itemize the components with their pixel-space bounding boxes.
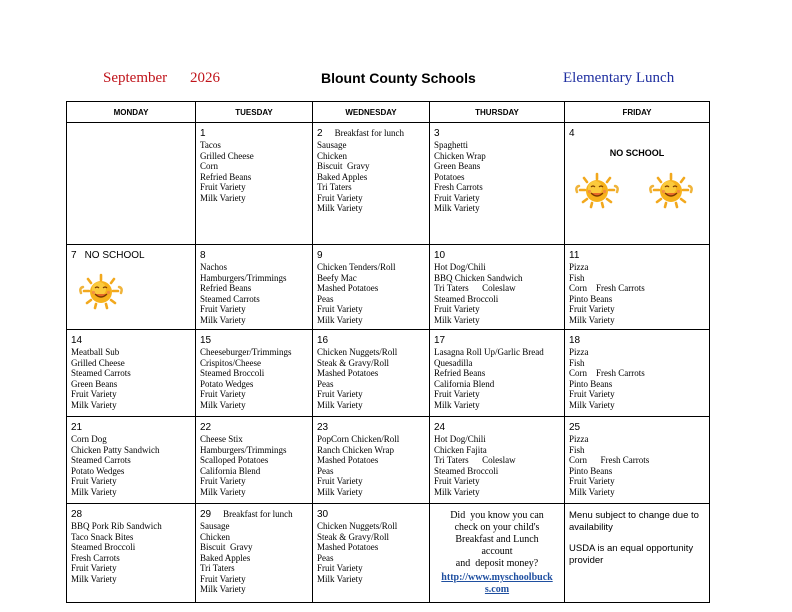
weekday-tuesday: TUESDAY	[196, 102, 313, 123]
day-number-text: 7	[71, 250, 77, 261]
menu-item: Hamburgers/Trimmings	[200, 444, 287, 455]
menu-item: Fruit Variety	[569, 476, 615, 486]
menu-item: Milk Variety	[569, 399, 615, 410]
menu-item: Fruit Variety	[434, 476, 480, 486]
menu-item: Ranch Chicken Wrap	[317, 444, 394, 455]
menu-list	[71, 347, 191, 410]
menu-item: Milk Variety	[317, 573, 363, 584]
day-number	[71, 334, 191, 347]
menu-item: Peas	[317, 552, 334, 563]
day-number	[71, 508, 191, 521]
day-number	[200, 508, 308, 521]
menu-item: Milk Variety	[317, 486, 363, 497]
menu-item: Fruit Variety	[71, 563, 117, 573]
menu-item: Fruit Variety	[71, 476, 117, 486]
menu-list	[569, 347, 705, 410]
menu-list	[200, 140, 308, 203]
menu-item: Chicken	[317, 150, 347, 161]
menu-item: Milk Variety	[317, 203, 363, 213]
menu-item: Milk Variety	[71, 573, 117, 584]
menu-item: Chicken Nuggets/Roll	[317, 347, 398, 357]
header-month: September	[103, 70, 168, 86]
header-subtitle: Elementary Lunch	[563, 70, 675, 86]
menu-item: Potatoes	[434, 171, 465, 182]
day-cell-tuesday	[196, 417, 313, 504]
menu-item: Taco Snack Bites	[71, 531, 134, 542]
menu-item: Chicken Fajita	[434, 444, 487, 455]
menu-item: Chicken	[200, 531, 230, 542]
menu-item: Peas	[317, 465, 334, 476]
day-cell-monday	[67, 245, 196, 330]
day-number-text: 30	[317, 509, 329, 520]
day-cell-monday	[67, 504, 196, 603]
menu-item: California Blend	[434, 378, 495, 389]
menu-list	[200, 521, 308, 595]
menu-item: Tri Taters	[200, 563, 235, 573]
menu-item: Tacos	[200, 140, 221, 150]
menu-item: Steamed Broccoli	[71, 542, 136, 552]
menu-list	[200, 434, 308, 497]
day-number-text: 28	[71, 509, 83, 520]
no-school-label: NO SCHOOL	[609, 148, 665, 158]
sun-icon	[649, 172, 693, 215]
menu-item: Fruit Variety	[200, 389, 246, 399]
day-number	[434, 334, 560, 347]
menu-item: Grilled Cheese	[200, 150, 254, 161]
menu-item: Chicken Wrap	[434, 150, 486, 161]
day-number-text: 3	[434, 128, 440, 139]
day-number-text: 14	[71, 335, 83, 346]
menu-item: Pinto Beans	[569, 293, 613, 304]
menu-item: Baked Apples	[317, 171, 368, 182]
day-number-text: 21	[71, 422, 83, 433]
menu-item: Pizza	[569, 262, 589, 272]
menu-item: Milk Variety	[200, 486, 246, 497]
weekday-header-row	[67, 102, 710, 123]
menu-item: BBQ Pork Rib Sandwich	[71, 521, 162, 531]
weekday-monday: MONDAY	[67, 102, 196, 123]
menu-item: Fruit Variety	[569, 389, 615, 399]
menu-notice	[565, 504, 709, 567]
day-cell-friday	[565, 417, 710, 504]
day-note: Breakfast for lunch	[334, 128, 405, 138]
menu-item: Milk Variety	[434, 314, 480, 325]
menu-item: Milk Variety	[200, 192, 246, 203]
menu-item: Tri Taters Coleslaw	[434, 455, 516, 465]
menu-list	[434, 347, 560, 410]
day-cell-tuesday	[196, 123, 313, 245]
menu-item: Pinto Beans	[569, 465, 613, 476]
day-number-text: 18	[569, 335, 581, 346]
info-line: and deposit money?	[455, 558, 539, 569]
menu-item: Chicken Tenders/Roll	[317, 262, 396, 272]
menu-item: Scalloped Potatoes	[200, 455, 269, 465]
info-line: Breakfast and Lunch	[455, 534, 539, 545]
menu-item: Milk Variety	[317, 314, 363, 325]
day-cell-wednesday	[313, 330, 430, 417]
day-cell-thursday	[430, 245, 565, 330]
menu-item: Spaghetti	[434, 140, 468, 150]
menu-item: California Blend	[200, 465, 261, 476]
day-number	[200, 127, 308, 140]
day-number	[200, 421, 308, 434]
day-cell-monday	[67, 123, 196, 245]
menu-item: Steamed Carrots	[71, 455, 131, 465]
day-cell-wednesday	[313, 245, 430, 330]
menu-item: Grilled Cheese	[71, 357, 125, 368]
day-cell-tuesday	[196, 330, 313, 417]
page-title: Blount County Schools	[321, 70, 476, 86]
menu-item: Mashed Potatoes	[317, 542, 379, 552]
menu-item: Fruit Variety	[434, 389, 480, 399]
menu-item: Fish	[569, 357, 585, 368]
menu-item: Fruit Variety	[317, 563, 363, 573]
day-number	[317, 127, 425, 140]
menu-item: Fruit Variety	[317, 389, 363, 399]
day-number	[200, 249, 308, 262]
day-number-text: 24	[434, 422, 446, 433]
menu-list	[434, 262, 560, 325]
menu-item: Meatball Sub	[71, 347, 120, 357]
menu-list	[569, 262, 705, 325]
menu-item: Mashed Potatoes	[317, 368, 379, 378]
day-number-text: 9	[317, 250, 323, 261]
menu-item: Tri Taters Coleslaw	[434, 283, 516, 293]
day-cell-monday	[67, 330, 196, 417]
day-number-text: 15	[200, 335, 212, 346]
menu-item: Corn Fresh Carrots	[569, 455, 650, 465]
day-number	[317, 249, 425, 262]
day-cell-monday	[67, 417, 196, 504]
menu-item: Steamed Carrots	[71, 368, 131, 378]
day-number	[317, 334, 425, 347]
usda-notice: USDA is an equal opportunity provider	[569, 543, 694, 566]
menu-item: Fresh Carrots	[71, 552, 120, 563]
menu-item: Lasagna Roll Up/Garlic Bread	[434, 347, 544, 357]
day-number	[71, 127, 191, 140]
menu-list	[569, 434, 705, 497]
menu-item: Fruit Variety	[569, 304, 615, 314]
menu-item: Beefy Mac	[317, 272, 357, 283]
day-number-text: 11	[569, 250, 580, 261]
menu-item: Milk Variety	[200, 399, 246, 410]
day-number	[434, 421, 560, 434]
menu-item: Fish	[569, 272, 585, 283]
menu-item: Fruit Variety	[434, 192, 480, 203]
menu-item: Potato Wedges	[200, 378, 254, 389]
info-line: account	[481, 546, 513, 557]
menu-item: Milk Variety	[434, 486, 480, 497]
menu-item: Milk Variety	[71, 399, 117, 410]
weekday-thursday: THURSDAY	[430, 102, 565, 123]
day-number	[569, 249, 705, 262]
weekday-friday: FRIDAY	[565, 102, 710, 123]
menu-list	[317, 262, 425, 325]
menu-item: Steak & Gravy/Roll	[317, 357, 389, 368]
menu-list	[317, 434, 425, 497]
weekday-wednesday: WEDNESDAY	[313, 102, 430, 123]
day-cell-friday	[565, 245, 710, 330]
menu-list	[317, 347, 425, 410]
menu-item: Fruit Variety	[317, 476, 363, 486]
day-number	[71, 421, 191, 434]
day-number	[569, 421, 705, 434]
day-cell-tuesday	[196, 504, 313, 603]
menu-list	[200, 262, 308, 325]
lunch-calendar	[66, 101, 710, 603]
menu-item: Cheeseburger/Trimmings	[200, 347, 292, 357]
day-number	[434, 127, 560, 140]
menu-item: Quesadilla	[434, 357, 473, 368]
day-note: Breakfast for lunch	[223, 509, 293, 519]
menu-list	[317, 140, 425, 214]
menu-item: Fruit Variety	[200, 182, 246, 192]
menu-item: Steamed Broccoli	[200, 368, 265, 378]
account-info	[430, 504, 564, 596]
sun-icon	[79, 273, 123, 316]
day-number-text: 8	[200, 250, 206, 261]
menu-item: Fruit Variety	[71, 389, 117, 399]
day-cell-thursday	[430, 123, 565, 245]
day-number-text: 22	[200, 422, 212, 433]
day-cell-thursday	[430, 330, 565, 417]
menu-list	[317, 521, 425, 584]
menu-list	[434, 140, 560, 214]
menu-item: Fruit Variety	[200, 304, 246, 314]
day-cell-friday	[565, 123, 710, 245]
day-cell-wednesday	[313, 504, 430, 603]
day-cell-friday	[565, 330, 710, 417]
day-number-text: 25	[569, 422, 581, 433]
menu-item: Steamed Broccoli	[434, 465, 499, 476]
week-row	[67, 245, 710, 330]
info-line: Did you know you can	[450, 510, 544, 521]
menu-item: Pizza	[569, 434, 589, 444]
menu-item: Steamed Carrots	[200, 293, 260, 304]
menu-item: Nachos	[200, 262, 227, 272]
menu-item: Green Beans	[71, 378, 118, 389]
menu-item: Mashed Potatoes	[317, 455, 379, 465]
week-row	[67, 123, 710, 245]
menu-item: Sausage	[200, 521, 230, 531]
menu-item: Baked Apples	[200, 552, 251, 563]
menu-item: Steak & Gravy/Roll	[317, 531, 389, 542]
myschoolbucks-link[interactable]: http://www.myschoolbucks.com	[441, 572, 553, 595]
no-school-label: NO SCHOOL	[84, 250, 145, 261]
menu-item: Tri Taters	[317, 182, 352, 192]
day-number-text: 2	[317, 128, 323, 139]
day-cell-thursday	[430, 417, 565, 504]
day-cell-wednesday	[313, 123, 430, 245]
day-number-text: 17	[434, 335, 446, 346]
menu-item: Corn	[200, 161, 218, 171]
menu-item: Fruit Variety	[317, 304, 363, 314]
day-number-text: 29	[200, 509, 212, 520]
menu-item: Refried Beans	[200, 283, 252, 293]
menu-item: Crispitos/Cheese	[200, 357, 261, 368]
menu-item: Milk Variety	[434, 203, 480, 213]
menu-item: Refried Beans	[200, 171, 252, 182]
day-number-text: 1	[200, 128, 206, 139]
day-number-text: 10	[434, 250, 446, 261]
menu-item: Milk Variety	[434, 399, 480, 410]
week-row	[67, 330, 710, 417]
menu-item: PopCorn Chicken/Roll	[317, 434, 400, 444]
menu-item: Cheese Stix	[200, 434, 243, 444]
menu-item: Sausage	[317, 140, 347, 150]
menu-item: Fresh Carrots	[434, 182, 483, 192]
day-number	[434, 249, 560, 262]
menu-item: Pinto Beans	[569, 378, 613, 389]
menu-item: Steamed Broccoli	[434, 293, 499, 304]
menu-item: Pizza	[569, 347, 589, 357]
notice-cell	[565, 504, 710, 603]
day-number-text: 16	[317, 335, 329, 346]
menu-item: Corn Fresh Carrots	[569, 368, 645, 378]
menu-item: Fish	[569, 444, 585, 455]
menu-item: Milk Variety	[200, 584, 246, 594]
menu-item: Hot Dog/Chili	[434, 262, 486, 272]
menu-item: Peas	[317, 293, 334, 304]
menu-item: Hot Dog/Chili	[434, 434, 486, 444]
availability-notice: Menu subject to change due to availability	[569, 510, 699, 533]
day-number-text: 4	[569, 128, 575, 139]
menu-item: Chicken Patty Sandwich	[71, 444, 160, 455]
menu-item: Milk Variety	[317, 399, 363, 410]
menu-item: BBQ Chicken Sandwich	[434, 272, 523, 283]
menu-item: Fruit Variety	[200, 573, 246, 584]
menu-item: Potato Wedges	[71, 465, 125, 476]
day-number	[317, 508, 425, 521]
menu-item: Mashed Potatoes	[317, 283, 379, 293]
menu-item: Refried Beans	[434, 368, 486, 378]
week-row	[67, 504, 710, 603]
day-number	[317, 421, 425, 434]
day-cell-wednesday	[313, 417, 430, 504]
menu-list	[71, 521, 191, 584]
menu-item: Fruit Variety	[434, 304, 480, 314]
menu-item: Fruit Variety	[317, 192, 363, 203]
menu-list	[200, 347, 308, 410]
menu-list	[71, 434, 191, 497]
info-line: check on your child's	[454, 522, 540, 533]
menu-item: Chicken Nuggets/Roll	[317, 521, 398, 531]
menu-item: Milk Variety	[71, 486, 117, 497]
menu-item: Corn Dog	[71, 434, 107, 444]
day-number	[569, 334, 705, 347]
menu-item: Milk Variety	[569, 486, 615, 497]
menu-item: Biscuit Gravy	[200, 542, 253, 552]
menu-item: Hamburgers/Trimmings	[200, 272, 287, 283]
menu-list	[434, 434, 560, 497]
day-cell-tuesday	[196, 245, 313, 330]
menu-item: Green Beans	[434, 161, 481, 171]
menu-item: Biscuit Gravy	[317, 161, 370, 171]
sun-icon	[575, 172, 619, 215]
menu-item: Milk Variety	[200, 314, 246, 325]
week-row	[67, 417, 710, 504]
day-number-text: 23	[317, 422, 329, 433]
day-number	[200, 334, 308, 347]
info-cell	[430, 504, 565, 603]
menu-item: Fruit Variety	[200, 476, 246, 486]
menu-item: Peas	[317, 378, 334, 389]
menu-item: Milk Variety	[569, 314, 615, 325]
menu-item: Corn Fresh Carrots	[569, 283, 645, 293]
header-year: 2026	[190, 70, 220, 86]
day-number	[569, 127, 705, 140]
day-number	[71, 249, 191, 262]
